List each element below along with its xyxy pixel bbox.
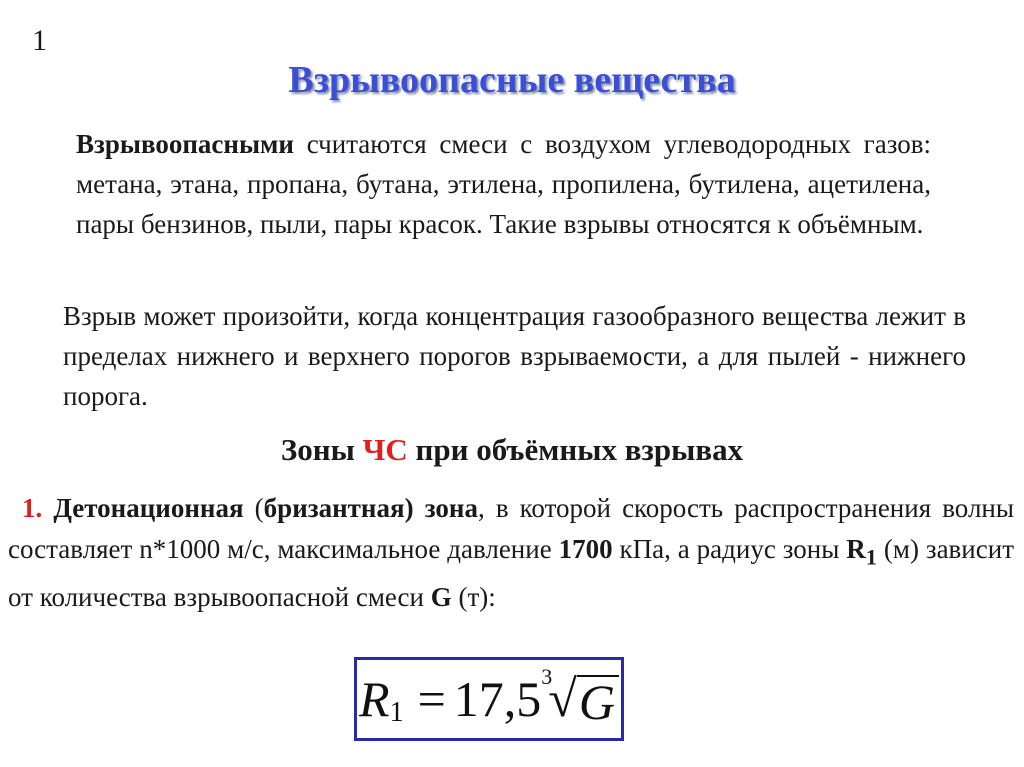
zone-word: зона (424, 493, 478, 523)
paragraph-explosive-substances (76, 124, 931, 244)
subtitle-before: Зоны (280, 432, 363, 467)
formula-coefficient: 17,5 (453, 671, 542, 727)
formula-radicand: G (577, 675, 619, 727)
paragraph1-text: считаются смеси с воздухом углеводородных газов: метана, этана, пропана, бутана, этилена, пропилена, бутилена, ацетилена, пары бензинов, пыли, пары красок. Такие взрывы относятся к объёмным. (76, 129, 931, 239)
pressure-value: 1700 (558, 534, 613, 564)
subtitle-highlight: ЧС (362, 432, 408, 467)
item-number: 1. (22, 493, 43, 523)
subtitle-after: при объёмных взрывах (407, 432, 744, 467)
paragraph-detonation-zone (8, 488, 1014, 618)
bold-lead-term: Взрывоопасными (76, 129, 294, 159)
formula-box (354, 657, 624, 741)
zone-alt-name: бризантная) (263, 493, 414, 523)
open-paren: ( (243, 493, 264, 523)
paragraph-explosion-conditions: Взрыв может произойти, когда концентрация газообразного вещества лежит в пределах нижнего и верхнего порогов взрываемости, а для пылей - нижнего порога. (63, 301, 966, 411)
paragraph3-text2: кПа, а радиус зоны (612, 534, 847, 564)
slide-number: 1 (32, 24, 47, 57)
formula-equals: = (417, 671, 446, 727)
radical-sign-icon: √ (548, 670, 577, 728)
zone-name: Детонационная (53, 493, 244, 523)
formula-root-index: 3 (541, 664, 553, 689)
paragraph3-text4: (т): (451, 582, 496, 613)
section-subtitle (0, 430, 1024, 470)
radius-symbol: R (846, 534, 866, 564)
space (414, 493, 425, 523)
formula-lhs: R (359, 671, 390, 727)
mass-symbol: G (430, 582, 452, 613)
formula-lhs-subscript: 1 (389, 697, 404, 728)
slide-title: Взрывоопасные вещества (288, 59, 736, 101)
paragraph3-text3: (м) зависит от количества взрывоопасной смеси (8, 534, 1014, 613)
radius-subscript: 1 (865, 544, 878, 570)
paragraph3-text1: , в которой скорость распространения волны составляет n*1000 м/с, максимальное давление (8, 493, 1015, 564)
